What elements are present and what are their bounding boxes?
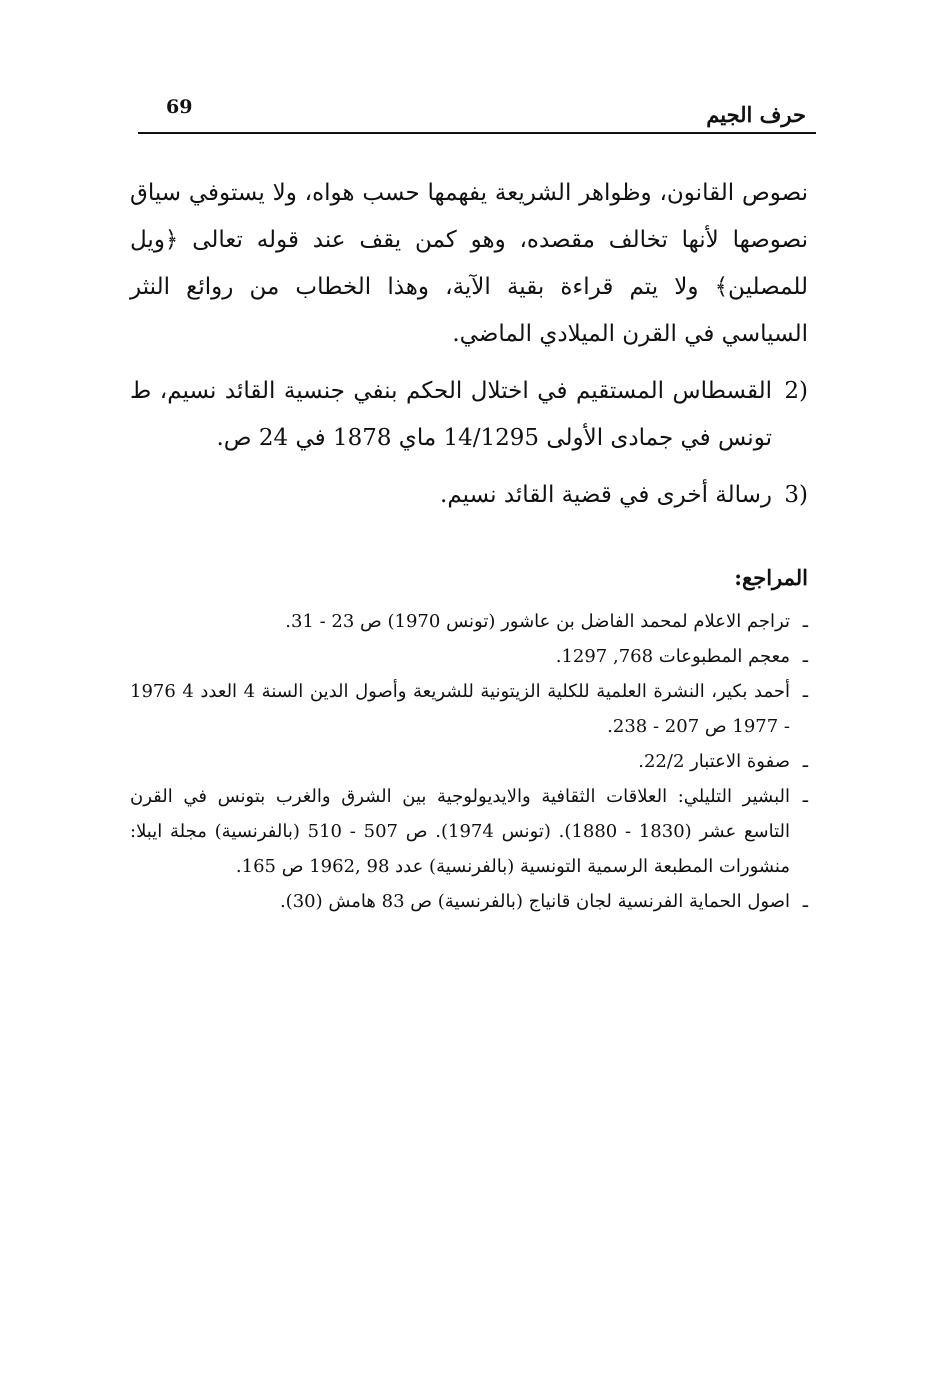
page-number: 69 — [166, 96, 193, 118]
item-text: القسطاس المستقيم في اختلال الحكم بنفي جنسية القائد نسيم، ط تونس في جمادى الأولى 14/1295 ماي 1878 في 24 ص. — [130, 378, 772, 451]
continuation-paragraph: نصوص القانون، وظواهر الشريعة يفهمها حسب هواه، ولا يستوفي سياق نصوصها لأنها تخالف مقصده، وهو كمن يقف عند قوله تعالى ﴿ويل للمصلين﴾ ولا يتم قراءة بقية الآية، وهذا الخطاب من روائع النثر السياسي في القرن الميلادي الماضي. — [130, 180, 808, 347]
spacer — [130, 358, 808, 368]
item-number: 2) — [784, 378, 808, 404]
running-title: حرف الجيم — [706, 102, 806, 127]
main-text — [130, 170, 808, 519]
item-text: رسالة أخرى في قضية القائد نسيم. — [440, 482, 772, 508]
reference-dash: ـ — [802, 891, 808, 912]
reference-item — [130, 674, 808, 744]
header-rule — [138, 132, 816, 134]
reference-text: تراجم الاعلام لمحمد الفاضل بن عاشور (تونس 1970) ص 23 - 31. — [285, 611, 790, 632]
item-number: 3) — [784, 482, 808, 508]
reference-item — [130, 744, 808, 779]
reference-item — [130, 884, 808, 919]
reference-item — [130, 779, 808, 884]
reference-dash: ـ — [802, 611, 808, 632]
reference-text: اصول الحماية الفرنسية لجان قانياج (بالفرنسية) ص 83 هامش (30). — [279, 891, 790, 912]
reference-text: أحمد بكير، النشرة العلمية للكلية الزيتونية للشريعة وأصول الدين السنة 4 العدد 4 1976 - 1977 ص 207 - 238. — [130, 681, 790, 737]
reference-item — [130, 639, 808, 674]
reference-dash: ـ — [802, 646, 808, 667]
reference-dash: ـ — [802, 786, 808, 807]
numbered-item — [130, 472, 808, 519]
references-section — [130, 560, 808, 919]
numbered-item — [130, 368, 808, 462]
reference-text: صفوة الاعتبار 22/2. — [638, 751, 790, 772]
references-heading: المراجع: — [734, 565, 808, 590]
reference-dash: ـ — [802, 681, 808, 702]
reference-item — [130, 604, 808, 639]
reference-text: البشير التليلي: العلاقات الثقافية والايديولوجية بين الشرق والغرب بتونس في القرن التاسع عشر (1830 - 1880). (تونس 1974). ص 507 - 510 (بالفرنسية) مجلة ايبلا: منشورات المطبعة الرسمية التونسية (بالفرنسية) عدد 98 ,1962 ص 165. — [130, 786, 791, 877]
reference-dash: ـ — [802, 751, 808, 772]
spacer — [130, 462, 808, 472]
page-header — [138, 92, 808, 132]
reference-text: معجم المطبوعات 768, 1297. — [555, 646, 790, 667]
